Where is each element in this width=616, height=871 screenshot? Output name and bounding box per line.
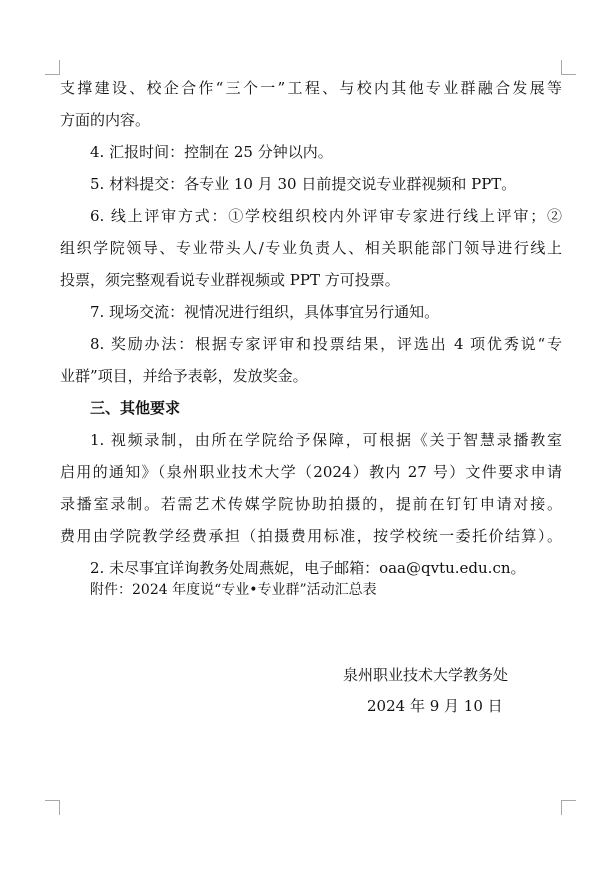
item-material-submission: 5. 材料提交：各专业 10 月 30 日前提交说专业群视频和 PPT。	[90, 175, 517, 193]
item-video-recording: 1. 视频录制，由所在学院给予保障，可根据《关于智慧录播教室	[90, 431, 562, 449]
margin-mark-top-left	[45, 60, 60, 75]
item-onsite-exchange: 7. 现场交流：视情况进行组织，具体事宜另行通知。	[90, 303, 440, 321]
body-line: 组织学院领导、专业带头人/专业负责人、相关职能部门领导进行线上	[60, 239, 562, 257]
item-online-review: 6. 线上评审方式：①学校组织校内外评审专家进行线上评审；②	[90, 207, 562, 225]
body-line: 投票，须完整观看说专业群视频或 PPT 方可投票。	[60, 271, 400, 289]
item-report-time: 4. 汇报时间：控制在 25 分钟以内。	[90, 143, 333, 161]
signature-date: 2024 年 9 月 10 日	[367, 697, 503, 715]
body-line: 启用的通知》（泉州职业技术大学（2024）教内 27 号）文件要求申请	[60, 463, 562, 481]
margin-mark-bottom-left	[45, 800, 60, 815]
section-heading: 三、其他要求	[90, 399, 181, 417]
body-line: 费用由学院教学经费承担（拍摄费用标准，按学校统一委托价结算）。	[60, 527, 562, 545]
margin-mark-top-right	[561, 60, 576, 75]
item-contact: 2. 未尽事宜详询教务处周燕妮，电子邮箱：oaa@qvtu.edu.cn。	[90, 559, 526, 577]
body-line: 支撑建设、校企合作“三个一”工程、与校内其他专业群融合发展等	[60, 79, 562, 97]
body-line: 方面的内容。	[60, 111, 151, 129]
attachment-line: 附件：2024 年度说“专业•专业群”活动汇总表	[90, 582, 377, 598]
signature-org: 泉州职业技术大学教务处	[343, 666, 509, 684]
body-line: 录播室录制。若需艺术传媒学院协助拍摄的，提前在钉钉申请对接。	[60, 495, 562, 513]
body-line: 业群”项目，并给予表彰，发放奖金。	[60, 367, 308, 385]
item-rewards: 8. 奖励办法：根据专家评审和投票结果，评选出 4 项优秀说“专	[90, 335, 562, 353]
margin-mark-bottom-right	[561, 800, 576, 815]
